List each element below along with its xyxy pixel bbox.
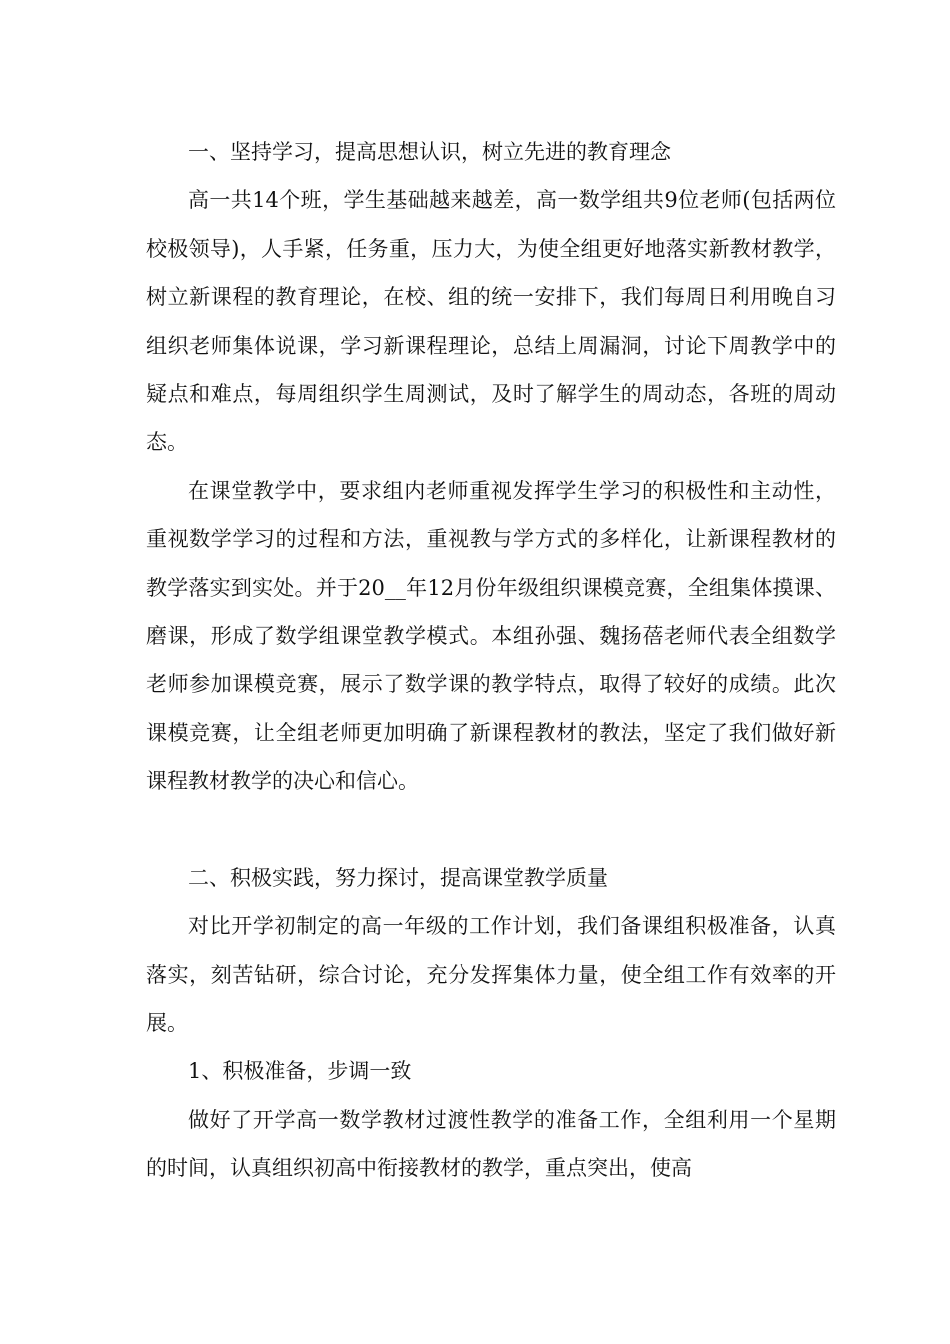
section-2-heading: 二、积极实践，努力探讨，提高课堂教学质量	[188, 865, 608, 890]
section-spacer	[146, 806, 836, 854]
document-body	[146, 128, 836, 1193]
section-2-subparagraph-1: 做好了开学高一数学教材过渡性教学的准备工作，全组利用一个星期的时间，认真组织初高中衔接教材的教学，重点突出，使高	[146, 1107, 836, 1181]
section-1-paragraph-2: 在课堂教学中，要求组内老师重视发挥学生学习的积极性和主动性，重视数学学习的过程和方法，重视教与学方式的多样化，让新课程教材的教学落实到实处。并于20__年12月份年级组织课模竞赛，全组集体摸课、磨课，形成了数学组课堂教学模式。本组孙强、魏扬蓓老师代表全组数学老师参加课模竞赛，展示了数学课的教学特点，取得了较好的成绩。此次课模竞赛，让全组老师更加明确了新课程教材的教法，坚定了我们做好新课程教材教学的决心和信心。	[146, 478, 836, 794]
section-2-subheading: 1、积极准备，步调一致	[188, 1059, 412, 1084]
section-1-paragraph-1: 高一共14个班，学生基础越来越差，高一数学组共9位老师(包括两位校极领导)，人手紧，任务重，压力大，为使全组更好地落实新教材教学，树立新课程的教育理论，在校、组的统一安排下，我们每周日利用晚自习组织老师集体说课，学习新课程理论，总结上周漏洞，讨论下周教学中的疑点和难点，每周组织学生周测试，及时了解学生的周动态，各班的周动态。	[146, 188, 836, 455]
section-1-heading: 一、坚持学习，提高思想认识，树立先进的教育理念	[188, 140, 671, 164]
section-2-paragraph-1: 对比开学初制定的高一年级的工作计划，我们备课组积极准备，认真落实，刻苦钻研，综合讨论，充分发挥集体力量，使全组工作有效率的开展。	[146, 914, 836, 1035]
